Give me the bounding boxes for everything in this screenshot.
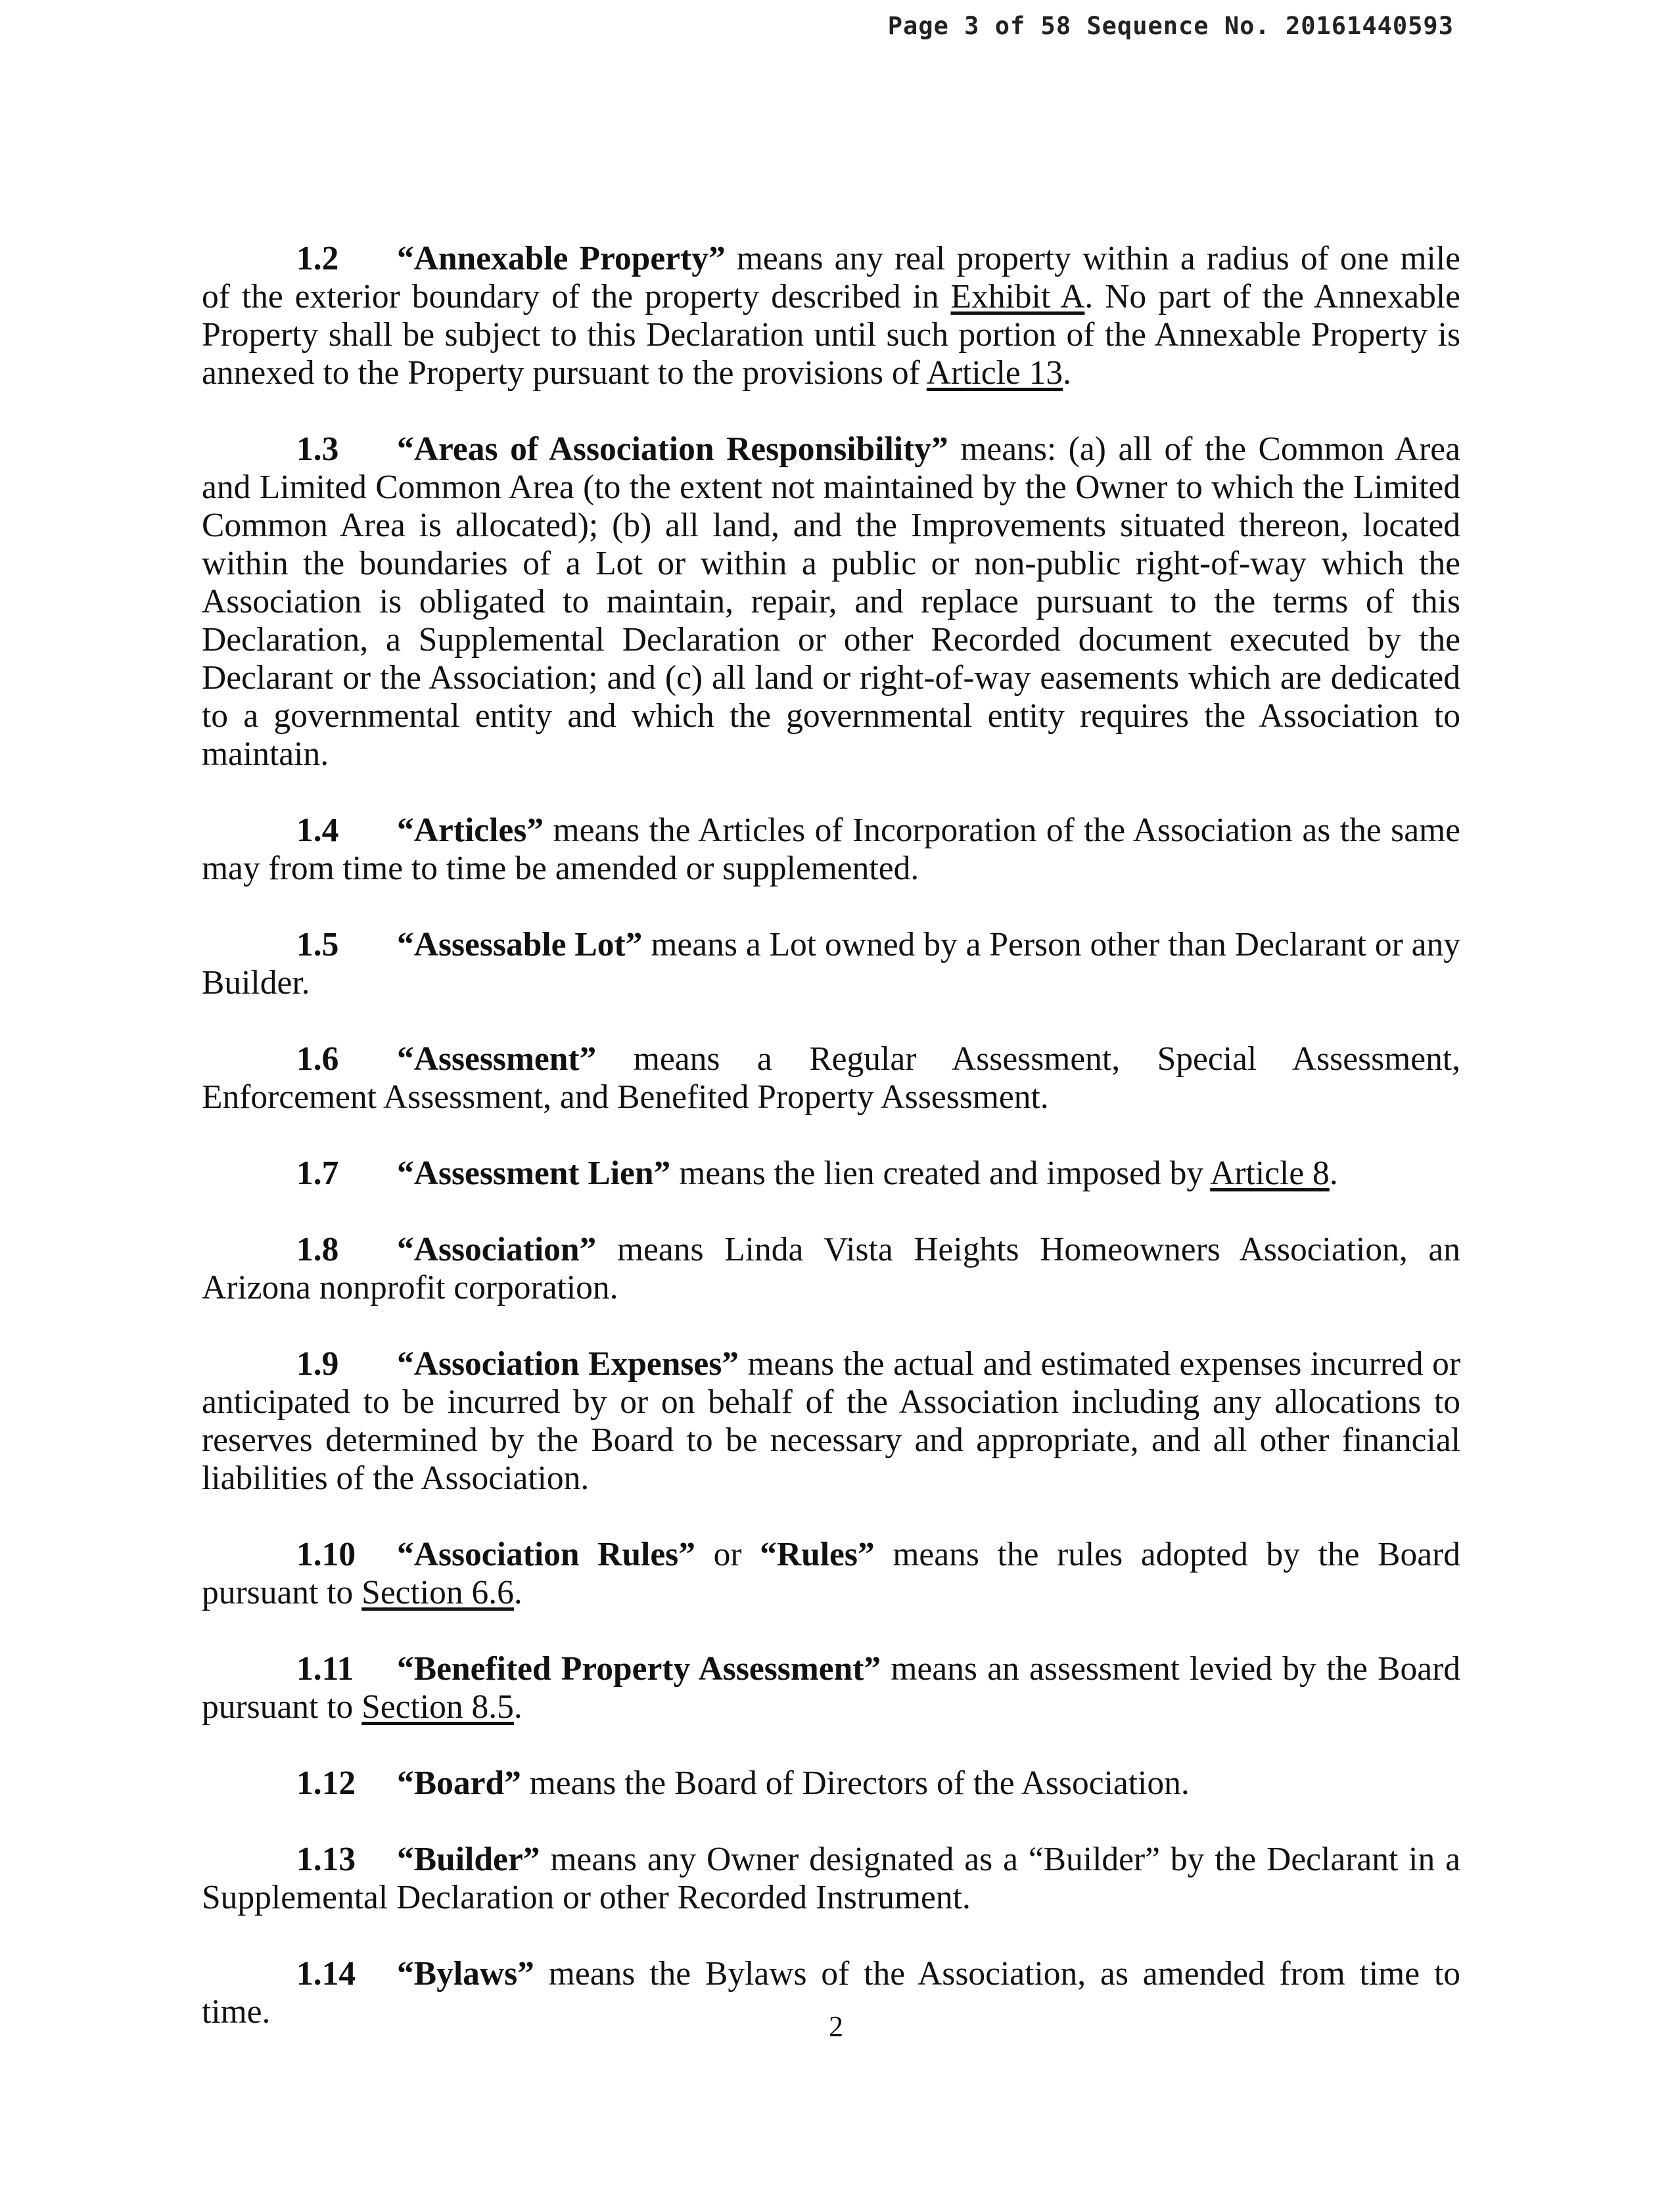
defined-term: “Articles”: [397, 812, 544, 849]
definition-paragraph: [202, 1155, 1460, 1193]
section-number: 1.9: [296, 1345, 339, 1383]
section-reference: Section 6.6: [361, 1574, 514, 1611]
definition-text: means the rules adopted by the Board pursuant to: [202, 1536, 1460, 1611]
definition-paragraph: [202, 1650, 1460, 1726]
definition-text: means the Board of Directors of the Association.: [521, 1764, 1190, 1802]
defined-term: “Builder”: [397, 1841, 540, 1878]
defined-term: “Assessment Lien”: [397, 1155, 671, 1192]
definition-text: means a Lot owned by a Person other than Declarant or any Builder.: [202, 926, 1460, 1002]
section-number: 1.14: [296, 1955, 356, 1993]
defined-term: “Annexable Property”: [397, 240, 726, 277]
defined-term: “Association”: [397, 1231, 597, 1268]
definition-paragraph: [202, 812, 1460, 888]
definition-text: .: [513, 1688, 522, 1726]
definition-text: means: (a) all of the Common Area and Limited Common Area (to the extent not maintained by the Owner to which the Limited Common Area is allocated); (b) all land, and the Improvements situated thereon, located within the boundaries of a Lot or within a public or non-public right-of-way which the Association is obligated to maintain, repair, and replace pursuant to the terms of this Declaration, a Supplemental Declaration or other Recorded document executed by the Declarant or the Association; and (c) all land or right-of-way easements which are dedicated to a governmental entity and which the governmental entity requires the Association to maintain.: [202, 430, 1460, 773]
definition-text: means Linda Vista Heights Homeowners Association, an Arizona nonprofit corporation.: [202, 1231, 1460, 1306]
defined-term: “Benefited Property Assessment”: [397, 1650, 881, 1688]
section-number: 1.12: [296, 1764, 356, 1802]
definition-paragraph: [202, 1231, 1460, 1307]
definition-paragraph: [202, 1764, 1460, 1803]
definition-paragraph: [202, 1040, 1460, 1117]
defined-term: “Areas of Association Responsibility”: [397, 430, 948, 468]
definition-paragraph: [202, 1841, 1460, 1917]
definition-paragraph: [202, 430, 1460, 773]
definition-paragraph: [202, 1536, 1460, 1612]
article-reference: Article 13: [926, 354, 1063, 392]
section-number: 1.3: [296, 430, 339, 468]
definition-text: means the lien created and imposed by: [670, 1155, 1211, 1192]
defined-term: “Rules”: [760, 1536, 875, 1573]
exhibit-reference: Exhibit A: [950, 278, 1085, 315]
definition-text: means an assessment levied by the Board pursuant to: [202, 1650, 1461, 1726]
section-number: 1.7: [296, 1155, 339, 1192]
definition-text: means the Articles of Incorporation of the Association as the same may from time to time be amended or supplemented.: [202, 812, 1460, 887]
defined-term: “Association Rules”: [397, 1536, 695, 1573]
definition-text: means any Owner designated as a “Builder” by the Declarant in a Supplemental Declaration or other Recorded Instrument.: [202, 1841, 1460, 1916]
defined-term: “Assessable Lot”: [397, 926, 643, 963]
section-number: 1.11: [296, 1650, 354, 1688]
section-number: 1.8: [296, 1231, 339, 1268]
section-number: 1.4: [296, 812, 339, 849]
definition-paragraph: [202, 240, 1460, 392]
definitions-body: [202, 240, 1460, 2031]
definition-paragraph: [202, 1345, 1460, 1498]
article-reference: Article 8: [1210, 1155, 1330, 1192]
section-number: 1.6: [296, 1040, 339, 1078]
definition-text: .: [1329, 1155, 1338, 1192]
defined-term: “Bylaws”: [397, 1955, 534, 1993]
definition-text: means the Bylaws of the Association, as amended from time to time.: [202, 1955, 1460, 2031]
definition-text: . No part of the Annexable Property shall be subject to this Declaration until such portion of the Annexable Property is annexed to the Property pursuant to the provisions of: [202, 278, 1461, 392]
definition-text: means any real property within a radius of one mile of the exterior boundary of the property described in: [202, 240, 1460, 315]
definition-text: means the actual and estimated expenses incurred or anticipated to be incurred by or on behalf of the Association including any allocations to reserves determined by the Board to be necessary and appropriate, and all other financial liabilities of the Association.: [202, 1345, 1460, 1497]
defined-term: “Board”: [397, 1764, 521, 1802]
definition-text: .: [513, 1574, 522, 1611]
section-number: 1.13: [296, 1841, 356, 1878]
section-reference: Section 8.5: [361, 1688, 514, 1726]
section-number: 1.5: [296, 926, 339, 963]
definition-text: means a Regular Assessment, Special Assessment, Enforcement Assessment, and Benefited Property Assessment.: [202, 1040, 1460, 1116]
page-header: Page 3 of 58 Sequence No. 20161440593: [887, 12, 1454, 40]
section-number: 1.10: [296, 1536, 356, 1573]
defined-term: “Association Expenses”: [397, 1345, 739, 1383]
section-number: 1.2: [296, 240, 339, 277]
definition-paragraph: [202, 926, 1460, 1002]
defined-term: “Assessment”: [397, 1040, 597, 1078]
definition-text: .: [1063, 354, 1072, 392]
page-number: 2: [829, 2010, 843, 2042]
definition-text: or: [695, 1536, 760, 1573]
